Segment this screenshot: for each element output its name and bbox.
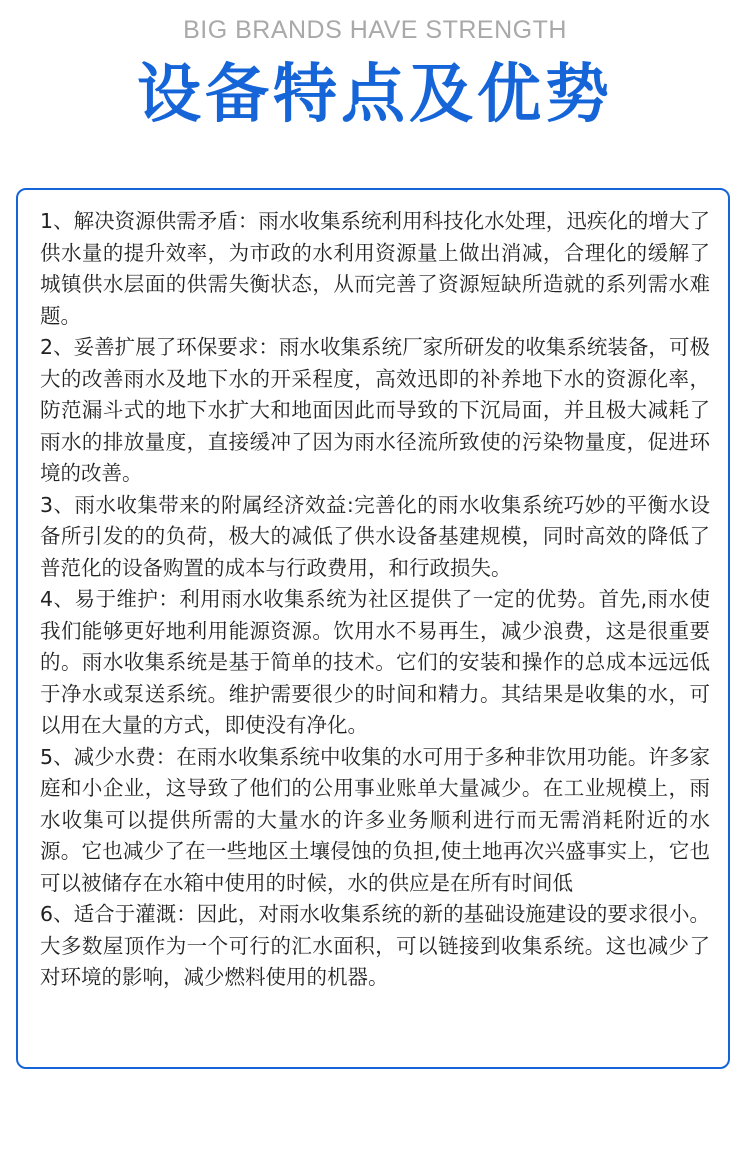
header-subtitle: BIG BRANDS HAVE STRENGTH [183,16,567,44]
feature-paragraph-2: 2、妥善扩展了环保要求：雨水收集系统厂家所研发的收集系统装备，可极大的改善雨水及地下水的开采程度，高效迅即的补养地下水的资源化率，防范漏斗式的地下水扩大和地面因此而导致的下沉局面，并且极大减耗了雨水的排放量度，直接缓冲了因为雨水径流所致使的污染物量度，促进环境的改善。 [40,335,710,485]
feature-paragraph-5: 5、减少水费：在雨水收集系统中收集的水可用于多种非饮用功能。许多家庭和小企业，这导致了他们的公用事业账单大量减少。在工业规模上，雨水收集可以提供所需的大量水的许多业务顺利进行而无需消耗附近的水源。它也减少了在一些地区土壤侵蚀的负担,使土地再次兴盛事实上，它也可以被储存在水箱中使用的时候，水的供应是在所有时间低 [40,744,710,895]
features-panel [16,188,730,1069]
feature-paragraph-6: 6、适合于灌溉：因此，对雨水收集系统的新的基础设施建设的要求很小。大多数屋顶作为一个可行的汇水面积，可以链接到收集系统。这也减少了对环境的影响，减少燃料使用的机器。 [40,902,710,989]
page-title: 设备特点及优势 [137,58,613,132]
feature-paragraph-3: 3、雨水收集带来的附属经济效益:完善化的雨水收集系统巧妙的平衡水设备所引发的的负荷，极大的减低了供水设备基建规模，同时高效的降低了普范化的设备购置的成本与行政费用，和行政损失。 [40,492,710,580]
feature-paragraph-1: 1、解决资源供需矛盾：雨水收集系统利用科技化水处理，迅疾化的增大了供水量的提升效率，为市政的水利用资源量上做出消减，合理化的缓解了城镇供水层面的供需失衡状态，从而完善了资源短缺所造就的系列需水难题。 [40,209,710,328]
feature-paragraph-4: 4、易于维护：利用雨水收集系统为社区提供了一定的优势。首先,雨水使我们能够更好地利用能源资源。饮用水不易再生，减少浪费，这是很重要的。雨水收集系统是基于简单的技术。它们的安装和操作的总成本远远低于净水或泵送系统。维护需要很少的时间和精力。其结果是收集的水，可以用在大量的方式，即使没有净化。 [40,587,710,737]
